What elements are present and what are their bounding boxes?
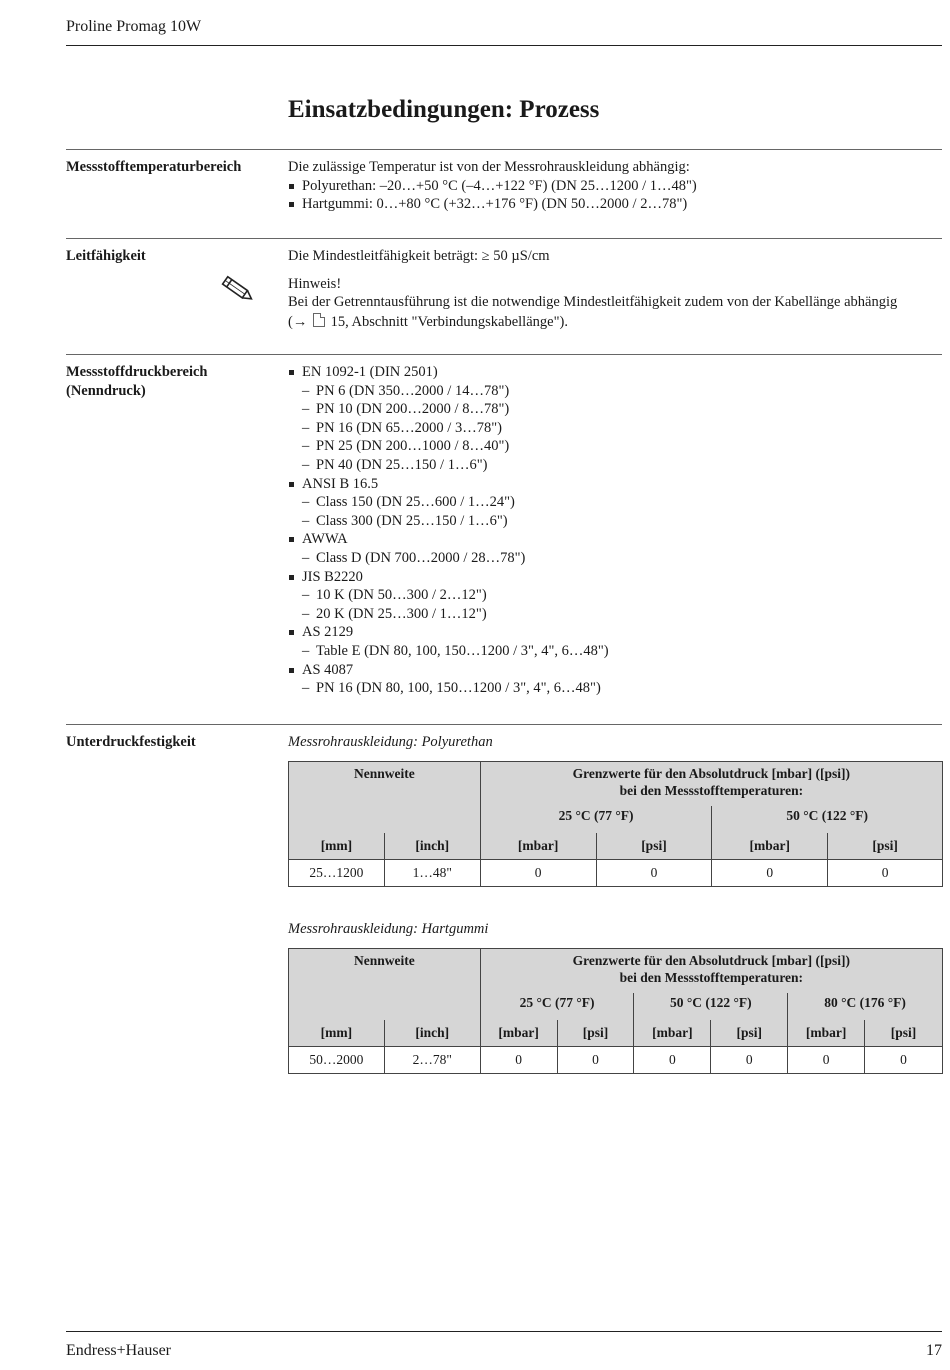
page-number: 17	[926, 1342, 942, 1359]
list-item: – PN 16 (DN 80, 100, 150…1200 / 3", 4", 6…48")	[302, 679, 942, 698]
list-item: – PN 40 (DN 25…150 / 1…6")	[302, 456, 942, 475]
temperature-label: Messstofftemperaturbereich	[66, 159, 242, 175]
table-cell: 2…78"	[384, 1047, 480, 1074]
pressure-group	[288, 530, 942, 567]
list-item: – PN 25 (DN 200…1000 / 8…40")	[302, 437, 942, 456]
temp-header: 50 °C (122 °F)	[712, 806, 943, 833]
table-cell: 50…2000	[289, 1047, 385, 1074]
temperature-list	[288, 177, 942, 214]
table-cell: 0	[788, 1047, 865, 1074]
table-unit-row	[289, 833, 943, 860]
unit-header: [mbar]	[788, 1020, 865, 1047]
table-unit-row	[289, 1020, 943, 1047]
pressure-group	[288, 475, 942, 531]
table-cell: 0	[596, 860, 712, 887]
list-item: – Class 150 (DN 25…600 / 1…24")	[302, 493, 942, 512]
limit-header	[480, 762, 942, 806]
table-cell: 0	[557, 1047, 634, 1074]
list-item: – Table E (DN 80, 100, 150…1200 / 3", 4", 6…48")	[302, 642, 942, 661]
ref-suffix: 15, Abschnitt "Verbindungskabellänge").	[330, 313, 568, 330]
table-header-row	[289, 949, 943, 993]
unit-header: [psi]	[557, 1020, 634, 1047]
unit-header: [inch]	[384, 1020, 480, 1047]
group-name: ANSI B 16.5	[302, 475, 379, 492]
note	[288, 275, 942, 332]
note-reference	[288, 312, 942, 332]
note-title: Hinweis!	[288, 275, 342, 292]
table-cell: 0	[634, 1047, 711, 1074]
pencil-icon	[218, 273, 258, 307]
temp-header: 25 °C (77 °F)	[480, 993, 634, 1020]
pressure-label-line1: Messstoffdruckbereich	[66, 364, 208, 380]
unit-header: [mbar]	[634, 1020, 711, 1047]
table-cell: 0	[828, 860, 943, 887]
header-title: Proline Promag 10W	[66, 18, 202, 35]
pressure-group	[288, 661, 942, 698]
table-cell: 0	[865, 1047, 943, 1074]
conductivity-body	[288, 247, 942, 331]
page-icon	[313, 313, 325, 327]
group-name: JIS B2220	[302, 568, 363, 585]
group-name: AS 4087	[302, 661, 354, 678]
list-item: – 10 K (DN 50…300 / 2…12")	[302, 586, 942, 605]
unit-header: [inch]	[384, 833, 480, 860]
list-item: Hartgummi: 0…+80 °C (+32…+176 °F) (DN 50…2000 / 2…78")	[288, 195, 942, 214]
page-title: Einsatzbedingungen: Prozess	[288, 96, 600, 123]
vacuum-table-polyurethan	[288, 761, 943, 887]
pressure-section	[66, 354, 942, 725]
table-row	[289, 860, 943, 887]
limit-header-line2: bei den Messstofftemperaturen:	[619, 783, 804, 798]
pressure-group	[288, 363, 942, 475]
unit-header: [psi]	[865, 1020, 943, 1047]
list-item: – PN 10 (DN 200…2000 / 8…78")	[302, 400, 942, 419]
table-cell: 0	[480, 1047, 557, 1074]
temp-header: 80 °C (176 °F)	[788, 993, 943, 1020]
sub-list	[302, 679, 942, 698]
footer-rule	[66, 1331, 942, 1332]
sub-list	[302, 549, 942, 568]
temperature-section	[66, 149, 942, 240]
table-cell: 25…1200	[289, 860, 385, 887]
sub-list	[302, 382, 942, 475]
note-text: Bei der Getrenntausführung ist die notwendige Mindestleitfähigkeit zudem von der Kabellänge abhängig	[288, 294, 898, 311]
temp-header: 25 °C (77 °F)	[480, 806, 712, 833]
group-name: AWWA	[302, 531, 348, 548]
table-cell: 1…48"	[384, 860, 480, 887]
pressure-label	[66, 363, 276, 401]
conductivity-text: Die Mindestleitfähigkeit beträgt: ≥ 50 µS/cm	[288, 248, 550, 264]
pressure-label-line2: (Nenndruck)	[66, 383, 146, 399]
pressure-list	[288, 363, 942, 698]
list-item: – Class D (DN 700…2000 / 28…78")	[302, 549, 942, 568]
ref-prefix: (→	[288, 313, 308, 330]
limit-header-line2: bei den Messstofftemperaturen:	[619, 970, 804, 985]
table-cell: 0	[712, 860, 828, 887]
nominal-header: Nennweite	[289, 762, 481, 833]
limit-header	[480, 949, 942, 993]
footer-company: Endress+Hauser	[66, 1342, 171, 1359]
temperature-intro: Die zulässige Temperatur ist von der Messrohrauskleidung abhängig:	[288, 159, 690, 175]
unit-header: [mbar]	[480, 833, 596, 860]
list-item: Polyurethan: –20…+50 °C (–4…+122 °F) (DN 25…1200 / 1…48")	[288, 177, 942, 196]
group-name: EN 1092-1 (DIN 2501)	[302, 364, 438, 380]
vacuum-section	[66, 724, 942, 1085]
sub-list	[302, 586, 942, 623]
table-cell: 0	[480, 860, 596, 887]
unit-header: [psi]	[711, 1020, 788, 1047]
table-row	[289, 1047, 943, 1074]
unit-header: [mm]	[289, 1020, 385, 1047]
pressure-group	[288, 568, 942, 624]
nominal-header: Nennweite	[289, 949, 481, 1020]
limit-header-line1: Grenzwerte für den Absolutdruck [mbar] ([psi])	[572, 953, 850, 968]
unit-header: [psi]	[596, 833, 712, 860]
pressure-body	[288, 363, 942, 698]
pressure-group	[288, 623, 942, 660]
temperature-body	[288, 158, 942, 214]
temp-header: 50 °C (122 °F)	[634, 993, 788, 1020]
limit-header-line1: Grenzwerte für den Absolutdruck [mbar] ([psi])	[572, 766, 851, 781]
vacuum-label: Unterdruckfestigkeit	[66, 734, 196, 750]
conductivity-section	[66, 238, 942, 355]
group-name: AS 2129	[302, 624, 354, 641]
list-item: – PN 6 (DN 350…2000 / 14…78")	[302, 382, 942, 401]
unit-header: [mbar]	[480, 1020, 557, 1047]
vacuum-table-hartgummi	[288, 948, 943, 1074]
list-item: – PN 16 (DN 65…2000 / 3…78")	[302, 419, 942, 438]
table-header-row	[289, 762, 943, 806]
unit-header: [psi]	[828, 833, 943, 860]
header-rule	[66, 45, 942, 46]
table-cell: 0	[711, 1047, 788, 1074]
sub-list	[302, 493, 942, 530]
unit-header: [mbar]	[712, 833, 828, 860]
table-caption-polyurethan: Messrohrauskleidung: Polyurethan	[288, 734, 493, 750]
conductivity-label: Leitfähigkeit	[66, 248, 146, 264]
unit-header: [mm]	[289, 833, 385, 860]
list-item: – 20 K (DN 25…300 / 1…12")	[302, 605, 942, 624]
table-caption-hartgummi: Messrohrauskleidung: Hartgummi	[288, 921, 489, 937]
sub-list	[302, 642, 942, 661]
list-item: – Class 300 (DN 25…150 / 1…6")	[302, 512, 942, 531]
